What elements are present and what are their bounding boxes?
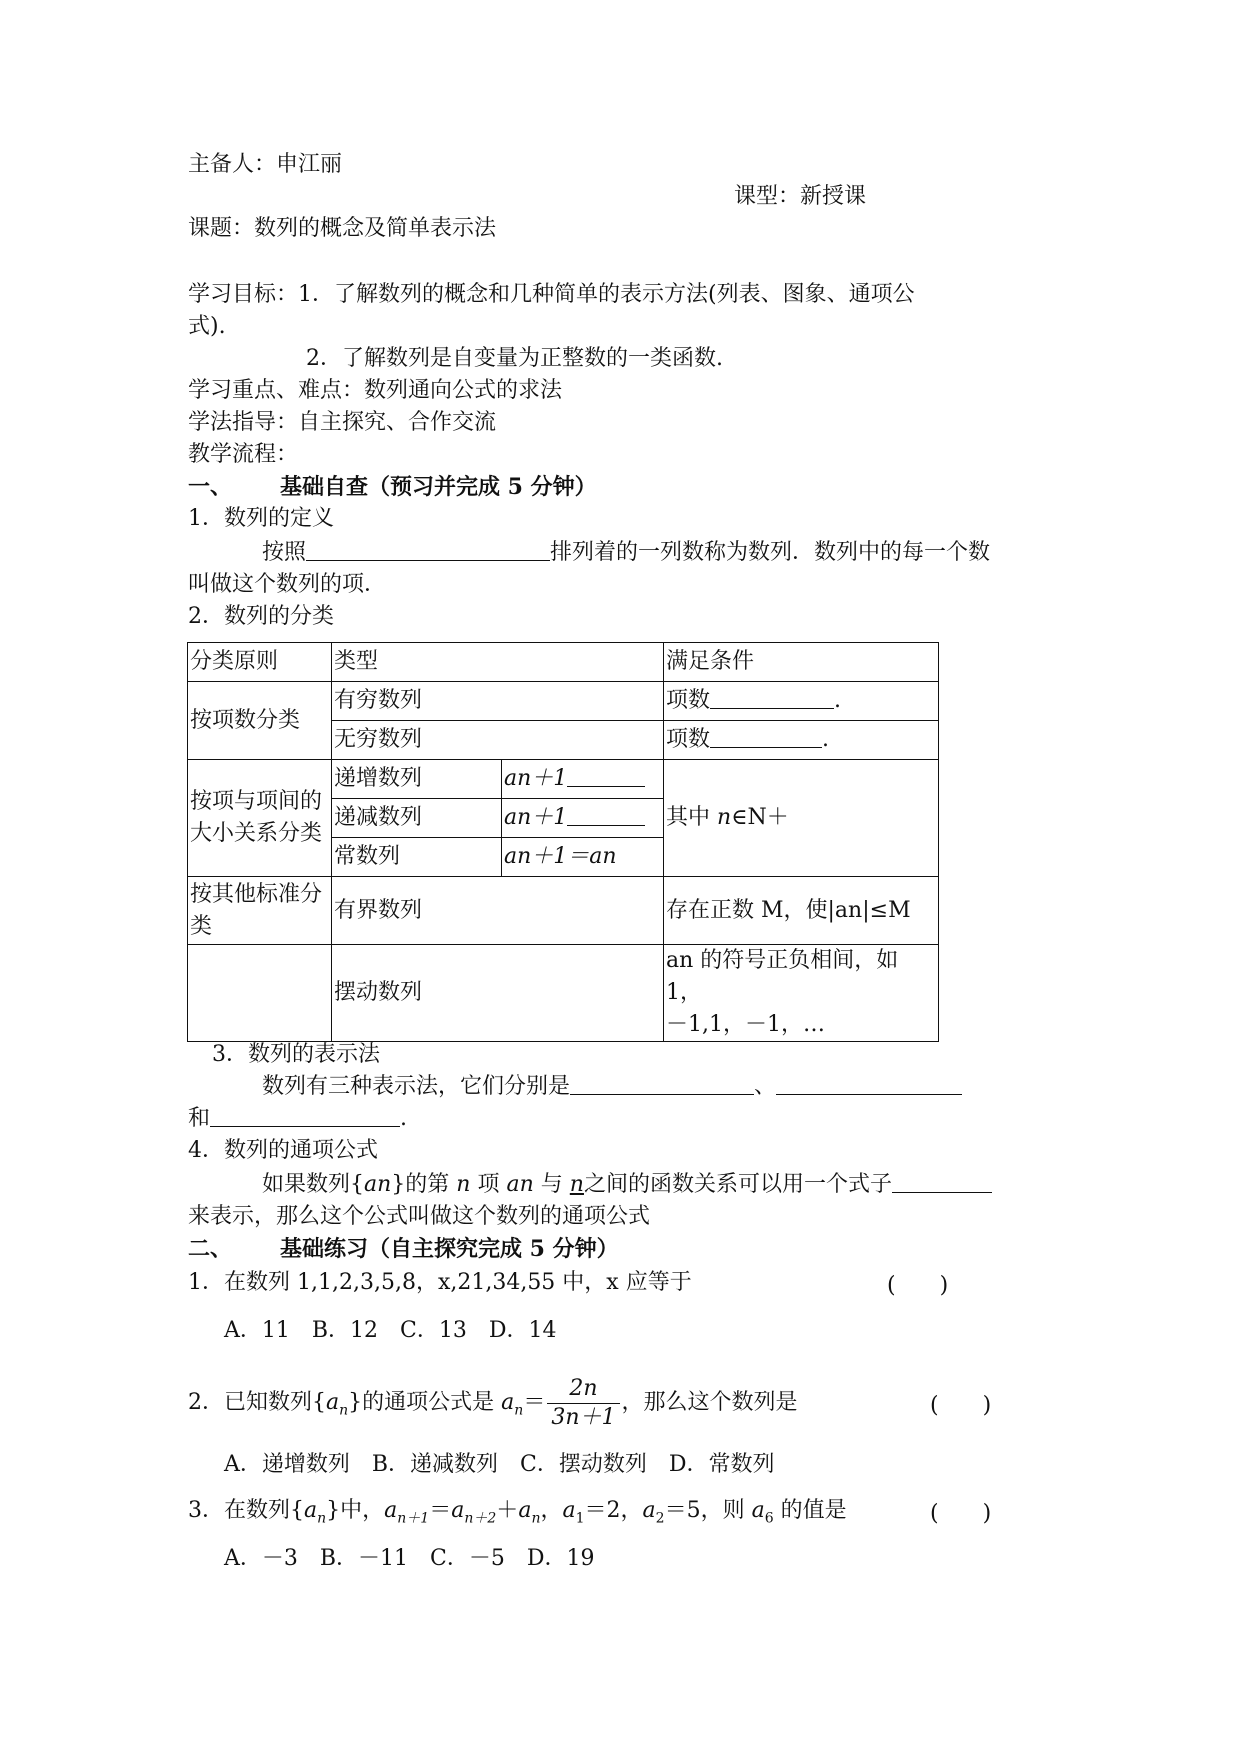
header-type: 类型 bbox=[332, 643, 664, 682]
question-3-val-2: ＝5，则 bbox=[664, 1498, 745, 1523]
key-points: 学习重点、难点：数列通向公式的求法 bbox=[188, 378, 563, 403]
objective-1: 学习目标：1．了解数列的概念和几种简单的表示方法(列表、图象、通项公 bbox=[188, 282, 915, 307]
classification-title: 2．数列的分类 bbox=[188, 604, 334, 629]
fraction-denominator: 3n＋1 bbox=[551, 1404, 616, 1430]
principle-count: 按项数分类 bbox=[188, 682, 332, 760]
question-1-answer-paren[interactable]: ( ) bbox=[887, 1273, 949, 1298]
question-3-a: a bbox=[304, 1498, 318, 1523]
study-method: 学法指导：自主探究、合作交流 bbox=[188, 410, 497, 435]
formula-an-2: an bbox=[506, 1172, 534, 1197]
table-row bbox=[188, 945, 939, 1042]
condition-infinite-label: 项数 bbox=[666, 727, 711, 752]
question-3-mid: }中， bbox=[326, 1498, 385, 1523]
question-3-a-7: a bbox=[751, 1498, 765, 1523]
representation-title: 3．数列的表示法 bbox=[212, 1042, 380, 1067]
question-2-eq: ＝ bbox=[523, 1390, 546, 1415]
preparer: 主备人：申江丽 bbox=[188, 152, 343, 177]
formula-mid4: 之间的函数关系可以用一个式子 bbox=[583, 1172, 892, 1197]
question-2-answer-paren[interactable]: ( ) bbox=[930, 1393, 992, 1418]
classification-table bbox=[187, 642, 939, 1042]
teaching-flow: 教学流程： bbox=[188, 442, 299, 467]
question-3-a-3: a bbox=[451, 1498, 465, 1523]
principle-order: 按项与项间的大小关系分类 bbox=[188, 760, 332, 877]
type-decreasing: 递减数列 bbox=[332, 799, 502, 838]
question-3-val-1: ＝2， bbox=[584, 1498, 643, 1523]
condition-infinite-blank[interactable] bbox=[710, 725, 822, 748]
table-row bbox=[188, 760, 939, 799]
type-constant: 常数列 bbox=[332, 838, 502, 877]
representation-blank-3[interactable] bbox=[210, 1104, 400, 1127]
question-3-a-4: a bbox=[518, 1498, 532, 1523]
representation-blank-2[interactable] bbox=[776, 1072, 962, 1095]
formula-title: 4．数列的通项公式 bbox=[188, 1138, 378, 1163]
question-3-sub-3: n bbox=[531, 1510, 541, 1527]
table-header-row bbox=[188, 643, 939, 682]
type-increasing: 递增数列 bbox=[332, 760, 502, 799]
question-2-fraction bbox=[547, 1375, 619, 1432]
question-3-plus: ＋ bbox=[496, 1498, 519, 1523]
expr-increasing-blank[interactable] bbox=[567, 764, 645, 787]
condition-order-post: ∈N＋ bbox=[731, 805, 789, 830]
representation-line-2 bbox=[188, 1104, 407, 1134]
question-2-sub-n: n bbox=[339, 1402, 349, 1419]
formula-line-2: 来表示，那么这个公式叫做这个数列的通项公式 bbox=[188, 1204, 651, 1229]
type-bounded: 有界数列 bbox=[332, 877, 664, 945]
condition-bounded: 存在正数 M，使|an|≤M bbox=[664, 877, 939, 945]
question-3-a-2: a bbox=[384, 1498, 398, 1523]
formula-an: an bbox=[364, 1172, 392, 1197]
definition-line bbox=[262, 538, 990, 568]
question-3-answer-paren[interactable]: ( ) bbox=[930, 1501, 992, 1526]
definition-title: 1．数列的定义 bbox=[188, 506, 334, 531]
question-2-mid: }的通项公式是 bbox=[348, 1390, 495, 1415]
representation-sep: 、 bbox=[754, 1074, 777, 1099]
formula-blank[interactable] bbox=[892, 1170, 992, 1193]
question-3-comma: ， bbox=[540, 1498, 563, 1523]
question-3-pre: 3．在数列{ bbox=[188, 1498, 304, 1523]
expr-decreasing-blank[interactable] bbox=[567, 803, 645, 826]
expr-decreasing-text: an＋1 bbox=[504, 805, 568, 830]
condition-infinite-period: . bbox=[822, 727, 830, 752]
section-1-title: 基础自查（预习并完成 5 分钟） bbox=[280, 474, 597, 500]
question-3-sub-5: 2 bbox=[655, 1510, 665, 1527]
formula-n: n bbox=[456, 1172, 471, 1197]
lesson-type: 课型：新授课 bbox=[734, 184, 867, 209]
formula-pre: 如果数列{ bbox=[262, 1172, 364, 1197]
formula-mid2: 项 bbox=[477, 1172, 500, 1197]
question-3-post: 的值是 bbox=[780, 1498, 847, 1523]
header-condition: 满足条件 bbox=[664, 643, 939, 682]
principle-other: 按其他标准分类 bbox=[188, 877, 332, 945]
question-2-a-2: a bbox=[501, 1390, 515, 1415]
formula-n-underlined: n bbox=[569, 1172, 584, 1197]
condition-finite-blank[interactable] bbox=[710, 686, 834, 709]
definition-blank[interactable] bbox=[306, 538, 550, 561]
principle-empty bbox=[188, 945, 332, 1042]
question-3-eq: ＝ bbox=[429, 1498, 452, 1523]
condition-order-n: n bbox=[717, 805, 732, 830]
objective-2: 2．了解数列是自变量为正整数的一类函数. bbox=[306, 346, 723, 371]
formula-mid1: }的第 bbox=[391, 1172, 450, 1197]
objective-1-cont: 式). bbox=[188, 314, 226, 339]
section-2-heading bbox=[188, 1234, 619, 1264]
representation-text: 数列有三种表示法，它们分别是 bbox=[262, 1074, 571, 1099]
expr-constant: an＋1＝an bbox=[502, 838, 664, 877]
question-1-options: A．11 B．12 C．13 D．14 bbox=[224, 1318, 557, 1343]
representation-blank-1[interactable] bbox=[570, 1072, 754, 1095]
condition-order-pre: 其中 bbox=[666, 805, 711, 830]
header-principle: 分类原则 bbox=[188, 643, 332, 682]
question-1: 1．在数列 1,1,2,3,5,8，x,21,34,55 中，x 应等于 bbox=[188, 1270, 692, 1295]
question-3-a-6: a bbox=[642, 1498, 656, 1523]
question-3 bbox=[188, 1496, 847, 1533]
formula-line bbox=[262, 1170, 992, 1200]
expr-increasing bbox=[502, 760, 664, 799]
question-2 bbox=[188, 1366, 798, 1440]
question-3-sub-1: n＋1 bbox=[397, 1510, 430, 1527]
condition-order bbox=[664, 760, 939, 877]
condition-finite bbox=[664, 682, 939, 721]
section-1-number: 一、 bbox=[188, 474, 233, 500]
section-2-number: 二、 bbox=[188, 1236, 233, 1262]
condition-oscillating-line1: an 的符号正负相间，如 1， bbox=[666, 948, 899, 1005]
question-3-sub-2: n＋2 bbox=[464, 1510, 497, 1527]
question-2-post: ，那么这个数列是 bbox=[621, 1390, 798, 1415]
type-infinite: 无穷数列 bbox=[332, 721, 664, 760]
question-3-a-5: a bbox=[562, 1498, 576, 1523]
expr-increasing-text: an＋1 bbox=[504, 766, 568, 791]
question-2-sub-n-2: n bbox=[514, 1402, 524, 1419]
expr-decreasing bbox=[502, 799, 664, 838]
definition-pre: 按照 bbox=[262, 540, 307, 565]
question-3-sub: n bbox=[317, 1510, 327, 1527]
type-oscillating: 摆动数列 bbox=[332, 945, 664, 1042]
definition-line-2: 叫做这个数列的项． bbox=[188, 572, 387, 597]
question-3-sub-4: 1 bbox=[575, 1510, 585, 1527]
condition-infinite bbox=[664, 721, 939, 760]
lesson-topic: 课题：数列的概念及简单表示法 bbox=[188, 216, 497, 241]
question-3-options: A．－3 B．－11 C．－5 D．19 bbox=[224, 1546, 595, 1571]
condition-finite-label: 项数 bbox=[666, 688, 711, 713]
representation-line bbox=[262, 1072, 962, 1102]
condition-oscillating bbox=[664, 945, 939, 1042]
fraction-numerator: 2n bbox=[547, 1375, 619, 1404]
table-row bbox=[188, 682, 939, 721]
section-2-title: 基础练习（自主探究完成 5 分钟） bbox=[280, 1236, 619, 1262]
formula-mid3: 与 bbox=[540, 1172, 563, 1197]
question-2-a: a bbox=[326, 1390, 340, 1415]
type-finite: 有穷数列 bbox=[332, 682, 664, 721]
representation-end: . bbox=[400, 1106, 408, 1131]
question-3-sub-6: 6 bbox=[764, 1510, 774, 1527]
condition-oscillating-line2: －1,1，－1，… bbox=[666, 1012, 825, 1037]
question-2-options: A．递增数列 B．递减数列 C．摆动数列 D．常数列 bbox=[224, 1452, 775, 1477]
definition-post: 排列着的一列数称为数列．数列中的每一个数 bbox=[550, 540, 991, 565]
question-2-pre: 2．已知数列{ bbox=[188, 1390, 326, 1415]
condition-finite-period: . bbox=[834, 688, 842, 713]
representation-and: 和 bbox=[188, 1106, 211, 1131]
table-row bbox=[188, 877, 939, 945]
section-1-heading bbox=[188, 472, 597, 502]
